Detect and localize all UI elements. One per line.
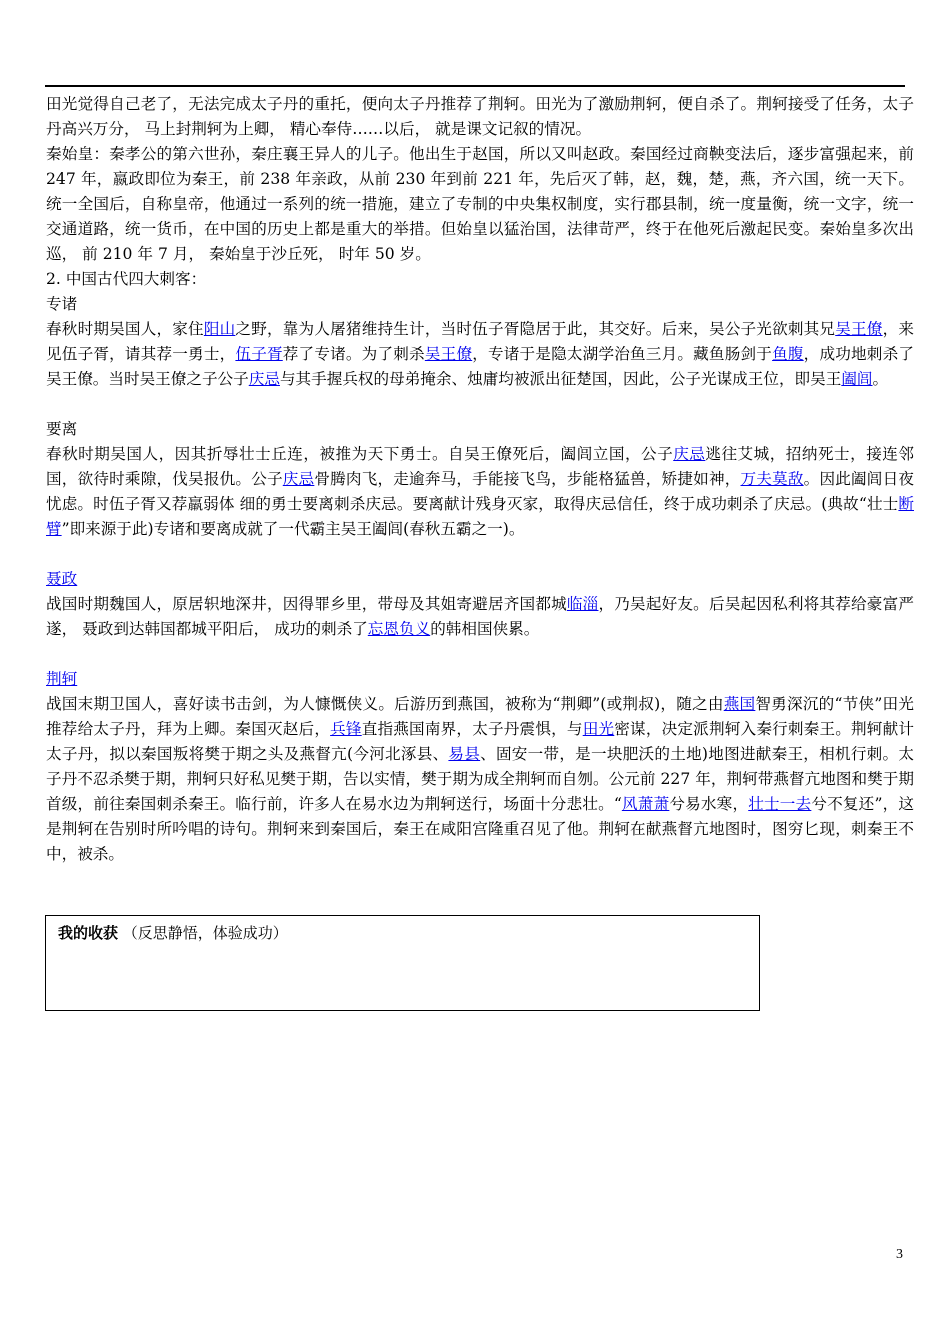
hyperlink[interactable]: 伍子胥 (235, 345, 283, 363)
hyperlink[interactable]: 庆忌 (282, 470, 315, 488)
hyperlink[interactable]: 荆轲 (46, 670, 78, 688)
text-run: 春秋时期吴国人，因其折辱壮士丘连，被推为天下勇士。自吴王僚死后，阖闾立国，公子 (46, 445, 674, 463)
document-body (46, 92, 914, 867)
text-run: ，来见伍子胥，请其荐一勇士， (46, 320, 914, 363)
spacer (46, 642, 914, 667)
paragraph-qinshihuang (46, 142, 914, 267)
heading-jingke (46, 667, 914, 692)
hyperlink[interactable]: 壮士一去 (748, 795, 812, 813)
text-run: 逃往艾城，招纳死士，接连邻国，欲待时乘隙，伐吴报仇。公子 (46, 445, 914, 488)
text-run: ”即来源于此)专诸和要离成就了一代霸主吴王阖闾(春秋五霸之一)。 (61, 520, 525, 538)
section-heading-assassins (46, 267, 914, 292)
hyperlink[interactable]: 田光 (582, 720, 615, 738)
top-rule (45, 85, 905, 87)
hyperlink[interactable]: 易县 (448, 745, 481, 763)
text-run: ，乃吴起好友。后吴起因私利将其荐给豪富严遂， 聂政到达韩国都城平阳后， 成功的刺杀了 (46, 595, 914, 638)
text-run: ，成功地刺杀了吴王僚。当时吴王僚之子公子 (46, 345, 914, 388)
text-run: 。因此阖闾日夜忧虑。时伍子胥又荐羸弱体 细的勇士要离刺杀庆忌。要离献计残身灭家，取得庆忌信任，终于成功刺杀了庆忌。(典故“壮士 (46, 470, 914, 513)
hyperlink[interactable]: 阳山 (203, 320, 236, 338)
text-run: 的韩相国侠累。 (430, 620, 540, 638)
heading-zhuanzhu (46, 292, 914, 317)
harvest-box (45, 915, 760, 1011)
hyperlink[interactable]: 万夫莫敌 (740, 470, 804, 488)
hyperlink[interactable]: 兵锋 (330, 720, 362, 738)
hyperlink[interactable]: 鱼腹 (772, 345, 804, 363)
hyperlink[interactable]: 临淄 (566, 595, 599, 613)
paragraph-yaoli (46, 442, 914, 542)
text-run: 战国末期卫国人，喜好读书击剑，为人慷慨侠义。后游历到燕国，被称为“荆卿”(或荆叔)，随之由 (46, 695, 724, 713)
heading-niezheng (46, 567, 914, 592)
text-run: 直指燕国南界，太子丹震惧，与 (361, 720, 583, 738)
hyperlink[interactable]: 聂政 (46, 570, 78, 588)
text-run: 兮不复还”，这是荆轲在告别时所吟唱的诗句。荆轲来到秦国后，秦王在咸阳宫隆重召见了他。荆轲在献燕督亢地图时，图穷匕现，刺秦王不中，被杀。 (46, 795, 914, 863)
paragraph-jingke (46, 692, 914, 867)
hyperlink[interactable]: 断臂 (46, 495, 914, 538)
text-run: 、固安一带，是一块肥沃的土地)地图进献秦王，相机行刺。太子丹不忍杀樊于期，荆轲只好私见樊于期，告以实情，樊于期为成全荆轲而自刎。公元前 227 年，荆轲带燕督亢地图和樊于期首级，前往秦国刺杀秦王。临行前，许多人在易水边为荆轲送行，场面十分悲壮。“ (46, 745, 914, 813)
hyperlink[interactable]: 燕国 (723, 695, 756, 713)
hyperlink[interactable]: 风萧萧 (621, 795, 670, 813)
hyperlink[interactable]: 吴王僚 (424, 345, 473, 363)
text-run: 密谋，决定派荆轲入秦行刺秦王。荆轲献计太子丹，拟以秦国叛将樊于期之头及燕督亢(今河北涿县、 (46, 720, 914, 763)
paragraph-tianguang (46, 92, 914, 142)
text-run: 战国时期魏国人，原居轵地深井，因得罪乡里，带母及其姐寄避居齐国都城 (46, 595, 567, 613)
paragraph-zhuanzhu (46, 317, 914, 392)
text-run: 智勇深沉的“节侠”田光推荐给太子丹，拜为上卿。秦国灭赵后， (46, 695, 914, 738)
text-run: 荐了专诸。为了刺杀 (282, 345, 425, 363)
text-run: 秦始皇：秦孝公的第六世孙，秦庄襄王异人的儿子。他出生于赵国，所以又叫赵政。秦国经过商鞅变法后，逐步富强起来，前 247 年，嬴政即位为秦王，前 238 年亲政，从前 230 年到前 221 年，先后灭了韩，赵，魏，楚，燕，齐六国，统一天下。统一全国后，自称皇帝，他通过一系列的统一措施，建立了专制的中央集权制度，实行郡县制，统一度量衡，统一文字，统一交通道路，统一货币，在中国的历史上都是重大的举措。但始皇以猛治国，法律苛严，终于在他死后激起民变。秦始皇多次出巡， 前 210 年 7 月， 秦始皇于沙丘死， 时年 50 岁。 (46, 145, 914, 263)
text-run: 2. 中国古代四大刺客： (46, 270, 207, 288)
text-run: ，专诸于是隐太湖学治鱼三月。藏鱼肠剑于 (472, 345, 773, 363)
spacer (46, 542, 914, 567)
text-run: 与其手握兵权的母弟掩余、烛庸均被派出征楚国，因此，公子光谋成王位，即吴王 (279, 370, 842, 388)
hyperlink[interactable]: 庆忌 (248, 370, 280, 388)
hyperlink[interactable]: 忘恩负义 (367, 620, 431, 638)
text-run: 田光觉得自己老了，无法完成太子丹的重托，便向太子丹推荐了荆轲。田光为了激励荆轲，便自杀了。荆轲接受了任务，太子丹高兴万分， 马上封荆轲为上卿， 精心奉侍……以后， 就是课文记叙的情况。 (46, 95, 914, 138)
text-run: 。 (872, 370, 889, 388)
paragraph-niezheng (46, 592, 914, 642)
hyperlink[interactable]: 庆忌 (673, 445, 706, 463)
harvest-box-subtitle: （反思静悟，体验成功） (122, 924, 288, 942)
spacer (46, 392, 914, 417)
text-run: 骨腾肉飞，走逾奔马，手能接飞鸟，步能格猛兽，矫捷如神， (314, 470, 741, 488)
text-run: 春秋时期吴国人，家住 (46, 320, 204, 338)
hyperlink[interactable]: 阖闾 (841, 370, 873, 388)
heading-yaoli (46, 417, 914, 442)
text-run: 之野，靠为人屠猪维持生计，当时伍子胥隐居于此，其交好。后来，吴公子光欲刺其兄 (235, 320, 836, 338)
hyperlink[interactable]: 吴王僚 (835, 320, 883, 338)
text-run: 专诸 (46, 295, 78, 313)
harvest-box-title: 我的收获 (58, 924, 119, 942)
text-run: 要离 (46, 420, 78, 438)
page-number: 3 (896, 1247, 903, 1262)
text-run: 兮易水寒， (669, 795, 749, 813)
